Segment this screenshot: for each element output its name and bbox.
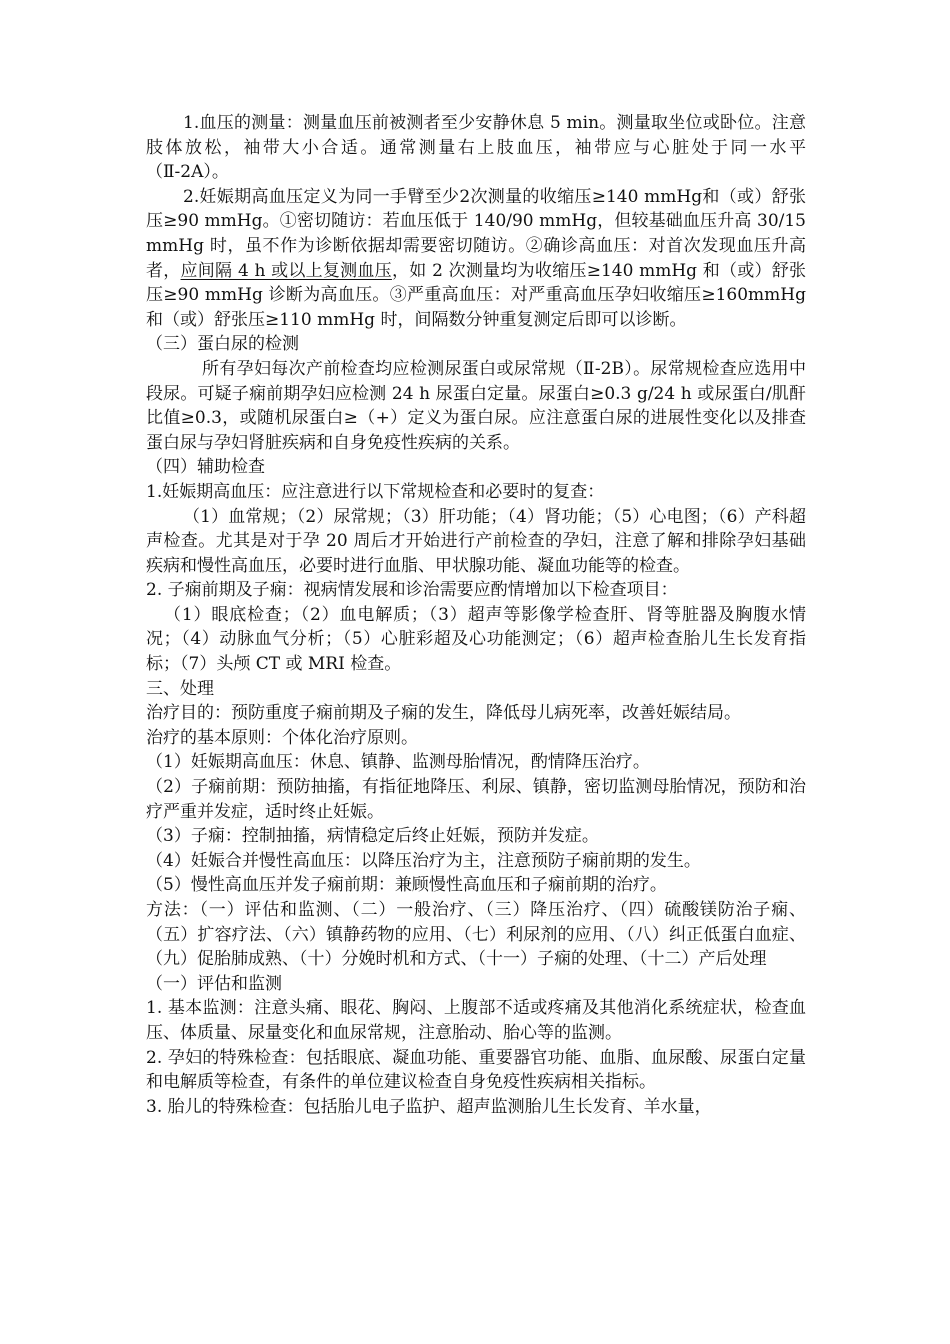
document-page [146, 111, 806, 1119]
paragraph-methods: 方法：（一）评估和监测、（二）一般治疗、（三）降压治疗、（四）硫酸镁防治子痫、（五）扩容疗法、（六）镇静药物的应用、（七）利尿剂的应用、（八）纠正低蛋白血症、（九）促胎肺成熟、（十）分娩时机和方式、（十一）子痫的处理、（十二）产后处理 [146, 900, 806, 970]
paragraph-preeclampsia-exam: 2. 子痫前期及子痫：视病情发展和诊治需要应酌情增加以下检查项目： [146, 580, 678, 601]
list-item: （4）妊娠合并慢性高血压：以降压治疗为主，注意预防子痫前期的发生。 [146, 850, 701, 871]
paragraph-additional-tests: （1）眼底检查；（2）血电解质；（3）超声等影像学检查肝、肾等脏器及胸腹水情况；（4）动脉血气分析；（5）心脏彩超及心功能测定；（6）超声检查胎儿生长发育指标；（7）头颅 CT 或 MRI 检查。 [146, 604, 806, 675]
section-heading-proteinuria: （三）蛋白尿的检测 [146, 334, 299, 355]
text-segment: 2.妊娠期高血压定义为同一手臂至少2次测量的收缩压≥140 mmHg和（或）舒张压≥90 mmHg。①密切随访：若血压低于 140/90 mmHg，但较基础血压升高 30/15 mmHg 时，虽不作为诊断依据却需要密切随访。②确诊高血压：对首次发现血压升高者， [146, 186, 806, 281]
section-heading-auxiliary-exam: （四）辅助检查 [146, 457, 265, 478]
list-item: （1）妊娠期高血压：休息、镇静、监测母胎情况，酌情降压治疗。 [146, 752, 650, 773]
section-heading-treatment: 三、处理 [146, 678, 214, 699]
section-heading-assessment: （一）评估和监测 [146, 973, 282, 994]
list-item: 3. 胎儿的特殊检查：包括胎儿电子监护、超声监测胎儿生长发育、羊水量， [146, 1096, 712, 1117]
text-segment: ，如 2 次测量均为收缩压≥140 mmHg 和（或）舒张压≥90 mmHg 诊断为高血压。③严重高血压：对严重高血压孕妇收缩压≥160mmHg 和（或）舒张压≥110 mmHg 时，间隔数分钟重复测定后即可以诊断。 [146, 260, 807, 330]
paragraph-blood-pressure-measurement: 1.血压的测量：测量血压前被测者至少安静休息 5 min。测量取坐位或卧位。注意肢体放松，袖带大小合适。通常测量右上肢血压，袖带应与心脏处于同一水平（Ⅱ-2A）。 [146, 113, 806, 183]
list-item: （5）慢性高血压并发子痫前期：兼顾慢性高血压和子痫前期的治疗。 [146, 875, 667, 896]
list-item: 2. 孕妇的特殊检查：包括眼底、凝血功能、重要器官功能、血脂、血尿酸、尿蛋白定量和电解质等检查，有条件的单位建议检查自身免疫性疾病相关指标。 [146, 1047, 806, 1093]
list-item: （3）子痫：控制抽搐，病情稳定后终止妊娠，预防并发症。 [146, 826, 599, 847]
paragraph-gestational-hypertension-exam: 1.妊娠期高血压：应注意进行以下常规检查和必要时的复查： [146, 481, 605, 502]
list-item: （2）子痫前期：预防抽搐，有指征地降压、利尿、镇静，密切监测母胎情况，预防和治疗严重并发症，适时终止妊娠。 [146, 777, 806, 822]
underlined-text: 应间隔 4 h 或以上复测血压 [180, 260, 392, 281]
paragraph-hypertension-definition [146, 185, 806, 333]
paragraph-routine-tests: （1）血常规；（2）尿常规；（3）肝功能；（4）肾功能；（5）心电图；（6）产科超声检查。尤其是对于孕 20 周后才开始进行产前检查的孕妇，注意了解和排除孕妇基础疾病和慢性高血压，必要时进行血脂、甲状腺功能、凝血功能等的检查。 [146, 506, 806, 576]
list-item: 1. 基本监测：注意头痛、眼花、胸闷、上腹部不适或疼痛及其他消化系统症状，检查血压、体质量、尿量变化和血尿常规，注意胎动、胎心等的监测。 [146, 998, 806, 1043]
paragraph-treatment-principle: 治疗的基本原则：个体化治疗原则。 [146, 727, 418, 748]
paragraph-treatment-goal: 治疗目的：预防重度子痫前期及子痫的发生，降低母儿病死率，改善妊娠结局。 [146, 703, 741, 724]
paragraph-proteinuria: 所有孕妇每次产前检查均应检测尿蛋白或尿常规（Ⅱ-2B）。尿常规检查应选用中段尿。可疑子痫前期孕妇应检测 24 h 尿蛋白定量。尿蛋白≥0.3 g/24 h 或尿蛋白/肌酐比值≥0.3，或随机尿蛋白≥（+）定义为蛋白尿。应注意蛋白尿的进展性变化以及排查蛋白尿与孕妇肾脏疾病和自身免疫性疾病的关系。 [146, 358, 806, 453]
